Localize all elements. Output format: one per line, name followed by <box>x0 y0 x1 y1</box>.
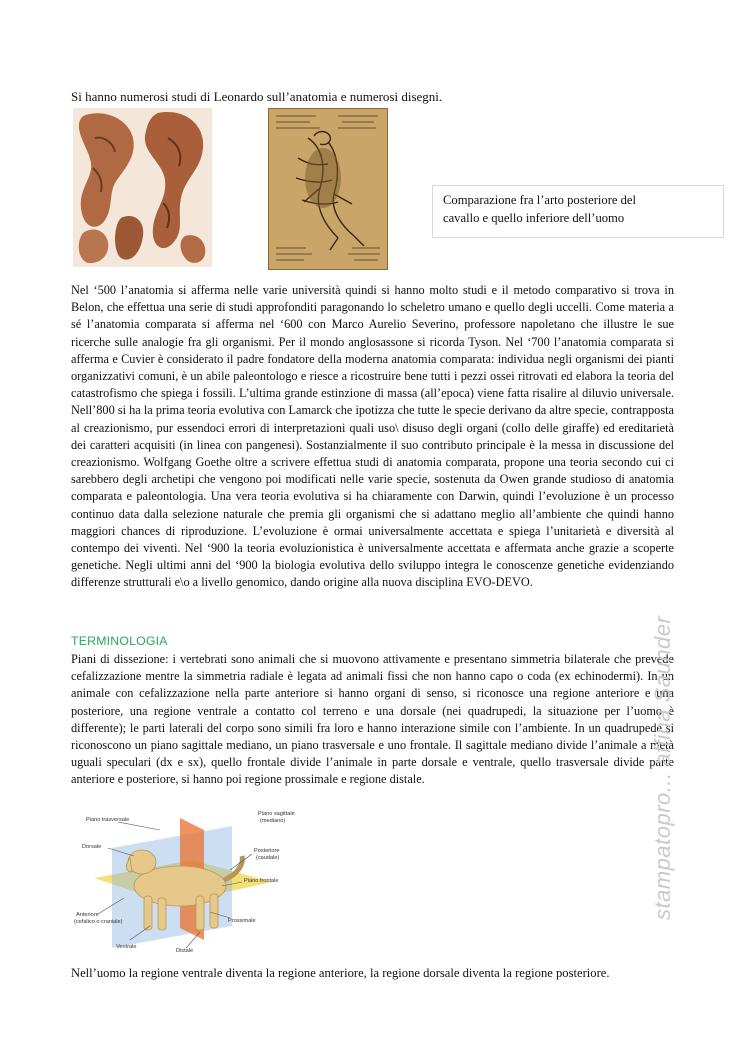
label-anteriore: Anteriore <box>76 912 99 918</box>
intro-text: Si hanno numerosi studi di Leonardo sull’anatomia e numerosi disegni. <box>71 89 443 104</box>
caption-line-1: Comparazione fra l’arto posteriore del <box>443 193 637 207</box>
label-prossimale: Prossimale <box>228 918 256 924</box>
terminology-paragraph: Piani di dissezione: i vertebrati sono animali che si muovono attivamente e presentano simmetria bilaterale che prevede cefalizzazione mentre la simmetria radiale è legata ad animali fissi che non hanno capo o coda (ex echinodermi). In un animale con cefalizzazione nella parte anteriore si hanno organi di senso, si riconosce una regione anteriore e una posteriore, una regione ventrale a contatto col terreno e una dorsale (nei quadrupedi, la situazione per l’uomo è differente); le parti laterali del corpo sono simili fra loro e hanno interazione simile con l’ambiente. In un quadrupede si riconoscono un piano sagittale mediano, un piano trasversale e uno frontale. Il sagittale mediano divide l’animale a metà uguali speculari (dx e sx), quello frontale divide l’animale in parte dorsale e ventrale, quello trasversale divide parte anteriore e posteriore, si hanno poi regione prossimale e regione distale. <box>71 652 674 787</box>
caption-line-2: cavallo e quello inferiore dell’uomo <box>443 211 625 225</box>
leonardo-sketch-image <box>268 108 388 270</box>
label-piano-sagittale: Piano sagittale <box>258 811 295 817</box>
history-paragraph: Nel ‘500 l’anatomia si afferma nelle varie università quindi si hanno molto studi e il metodo comparativo si trova in Belon, che effettua una serie di studi approfonditi paragonando lo scheletro umano e quello degli uccelli. Come materia a sé l’anatomia comparata si afferma nel ‘600 con Marco Aurelio Severino, professore napoletano che illustre le sue ricerche sulle analogie fra gli organismi. Per il mondo anglosassone si ricorda Tyson. Nel ‘700 l’anatomia comparata si afferma e Cuvier è considerato il padre fondatore della moderna anatomia comparata: individua negli organismi dei pianti organizzativi comuni, è un abile paleontologo e riesce a ricostruire bene tutti i pezzi ossei ritrovati ed elabora la teoria del catastrofismo che spiega i fossili. L’ultima grande estinzione di massa (all’epoca) viene fatta risalire al diluvio universale. Nell’800 si ha la prima teoria evolutiva con Lamarck che ipotizza che tutte le specie derivano da altre specie, contrapposta al creazionismo, pur essendoci errori di interpretazioni quali uso\ disuso degli organi (collo delle giraffe) ed ereditarietà dei caratteri acquisiti (in linea con pangenesi). Sostanzialmente il suo contributo principale è la messa in discussione del creazionismo. Wolfgang Goethe oltre a scrivere effettua studi di anatomia comparata, propone una teoria secondo cui ci sarebbero degli archetipi che vengono poi modificati nelle varie specie, sostenuta da Owen grande studioso di anatomia comparata e paleontologia. Una vera teoria evolutiva si ha chiaramente con Darwin, quindi l’evoluzione è un processo continuo data dalla selezione naturale che premia gli organismi che si adattano meglio all’ambiente che quindi hanno maggiori chances di riproduzione. L’evoluzione è ormai universalmente accettata e spiega l’unitarietà e diversità al contempo dei viventi. Nel ‘900 la teoria evoluzionistica è universalmente accettata e affermata anche grazie a scoperte genetiche. Negli ultimi anni del ‘900 la biologia evolutiva dello sviluppo integra le conoscenze genetiche evidenziando differenze strutturali e\o a livello genomico, dando origine alla nuova disciplina EVO-DEVO. <box>71 283 674 590</box>
image-caption-box <box>432 185 724 238</box>
label-piano-frontale: Piano frontale <box>244 878 279 884</box>
label-posteriore-caudale: (caudale) <box>256 855 280 861</box>
label-dorsale: Dorsale <box>82 844 102 850</box>
watermark: stampatopro... affina Saunder <box>650 615 675 920</box>
section-heading: TERMINOLOGIA <box>71 634 168 648</box>
label-anteriore-cefalico: (cefalico o craniale) <box>74 919 123 925</box>
label-posteriore: Posteriore <box>254 848 280 854</box>
label-ventrale: Ventrale <box>116 944 137 950</box>
final-text: Nell’uomo la regione ventrale diventa la regione anteriore, la regione dorsale diventa la regione posteriore. <box>71 966 610 980</box>
anatomical-planes-diagram <box>72 808 302 954</box>
label-piano-sagittale-mediano: (mediano) <box>260 818 286 824</box>
label-piano-trasversale: Piano trasversale <box>86 817 130 823</box>
label-distale: Distale <box>176 948 194 954</box>
leonardo-horse-legs-image <box>73 108 212 267</box>
